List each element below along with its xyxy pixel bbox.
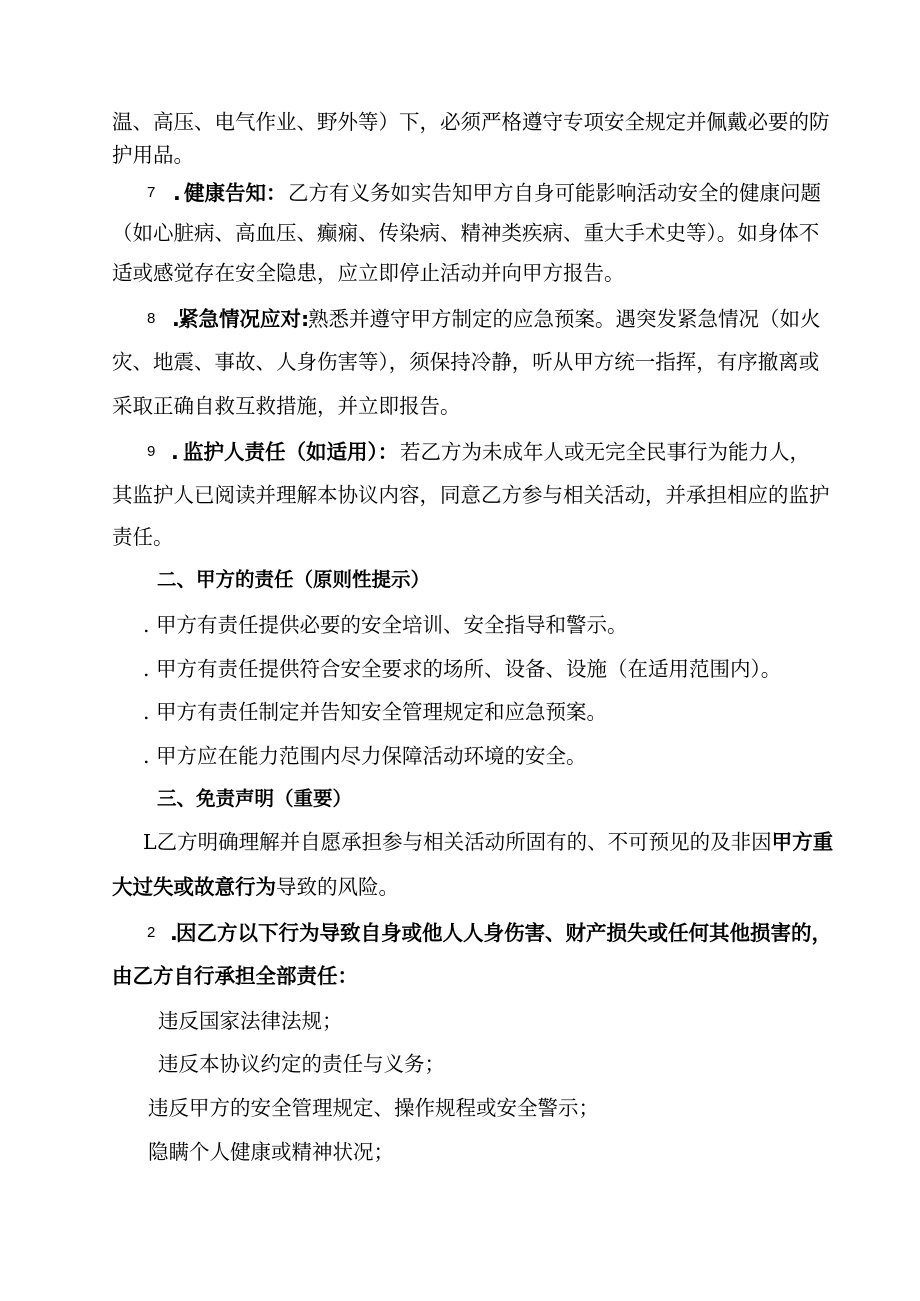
item8-line3: 采取正确自救互救措施，并立即报告。 (112, 394, 461, 418)
item8-line1: 8 . 紧急情况应对: 熟悉并遵守甲方制定的应急预案。遇突发紧急情况（如火 (0, 298, 920, 340)
section2-item: . 甲方有责任制定并告知安全管理规定和应急预案。 (143, 700, 608, 724)
section3-heading: 三、免责声明（重要） (157, 787, 353, 810)
item9-line3: 责任。 (112, 525, 174, 549)
section3-subitem: 违反甲方的安全管理规定、操作规程或安全警示； (148, 1096, 599, 1120)
item9-line2: 其监护人已阅读并理解本协议内容，同意乙方参与相关活动，并承担相应的监护 (112, 483, 830, 507)
item6-line2: 护用品。 (112, 143, 194, 167)
item7-line1: 7 . 健康告知： 乙方有义务如实告知甲方自身可能影响活动安全的健康问题 (0, 172, 920, 214)
section3-item2-line2: 由乙方自行承担全部责任： (112, 964, 358, 988)
section3-subitem: 违反本协议约定的责任与义务； (158, 1052, 445, 1076)
item7-number: 7 (147, 184, 156, 201)
item8-number: 8 (147, 310, 156, 327)
section3-subitem: 隐瞒个人健康或精神状况； (148, 1140, 394, 1164)
item8-heading: 紧急情况应对: (178, 307, 310, 331)
section3-item1-line2: 大过失或故意行为导致的风险。 (112, 875, 399, 899)
section3-item2-line1: 2 . 因乙方以下行为导致自身或他人人身伤害、财产损失或任何其他损害的， (0, 912, 920, 954)
section3-item2-number: 2 (147, 924, 156, 941)
section2-heading: 二、甲方的责任（原则性提示） (157, 568, 431, 591)
section2-item: . 甲方应在能力范围内尽力保障活动环境的安全。 (143, 744, 587, 768)
item6-line1: 温、高压、电气作业、野外等）下，必须严格遵守专项安全规定并佩戴必要的防 (112, 110, 830, 134)
item8-separator: . (172, 307, 180, 331)
item7-heading: 健康告知： (184, 181, 287, 205)
section3-subitem: 违反国家法律法规； (158, 1009, 343, 1033)
item9-line1: 9 . 监护人责任（如适用）： 若乙方为未成年人或无完全民事行为能力人， (0, 431, 920, 473)
section3-item1-line1: L乙方明确理解并自愿承担参与相关活动所固有的、不可预见的及非因甲方重 (143, 830, 834, 854)
item7-separator: . (173, 181, 181, 205)
item9-separator: . (171, 440, 179, 464)
section3-item2-separator: . (170, 921, 178, 945)
item7-line3: 适或感觉存在安全隐患，应立即停止活动并向甲方报告。 (112, 261, 625, 285)
section2-item: . 甲方有责任提供符合安全要求的场所、设备、设施（在适用范围内）。 (143, 657, 782, 681)
item8-line2: 灾、地震、事故、人身伤害等），须保持冷静，听从甲方统一指挥，有序撤离或 (112, 350, 820, 374)
item9-heading: 监护人责任（如适用）： (183, 440, 399, 464)
section2-item: . 甲方有责任提供必要的安全培训、安全指导和警示。 (143, 613, 628, 637)
item9-number: 9 (147, 443, 156, 460)
item7-line2: （如心脏病、高血压、癫痫、传染病、精神类疾病、重大手术史等）。如身体不 (112, 221, 820, 245)
